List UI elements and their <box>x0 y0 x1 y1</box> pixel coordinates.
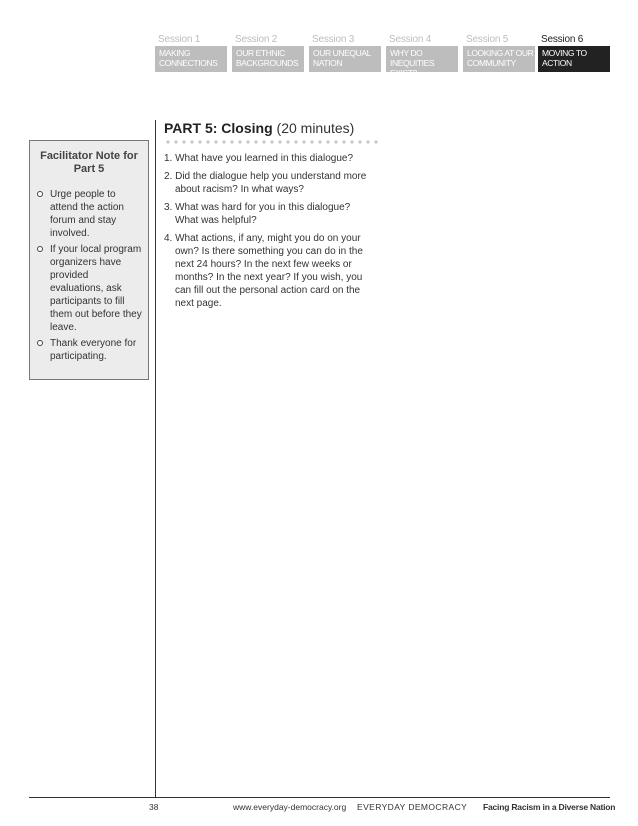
session-title: LOOKING AT OUR COMMUNITY <box>463 46 535 72</box>
note-item <box>37 243 142 334</box>
note-item-text: If your local program organizers have provided evaluations, ask participants to fill them out before they leave. <box>50 244 142 333</box>
discussion-questions <box>164 152 374 315</box>
session-tab-5 <box>463 32 535 72</box>
session-tab-6-active <box>538 32 610 72</box>
session-number: Session 3 <box>312 34 355 45</box>
question-item: 3. What was hard for you in this dialogue? What was helpful? <box>164 202 351 226</box>
session-number: Session 4 <box>389 34 432 45</box>
note-item-text: Thank everyone for participating. <box>50 338 137 362</box>
session-title: WHY DO INEQUITIES EXIST? <box>386 46 458 72</box>
question-item: 4. What actions, if any, might you do on your own? Is there something you can do in the next 24 hours? In the next few weeks or months? In the next year? If you wish, you can fill out the personal action card on the next page. <box>164 233 363 309</box>
note-item <box>37 337 142 363</box>
page-number: 38 <box>149 802 159 812</box>
footer-organization: EVERYDAY DEMOCRACY <box>357 802 468 812</box>
part-heading <box>164 120 354 136</box>
session-tab-3 <box>309 32 381 72</box>
footer-rule <box>29 797 610 798</box>
session-number: Session 1 <box>158 34 201 45</box>
dotted-divider <box>164 140 380 144</box>
footer-url: www.everyday-democracy.org <box>233 802 347 812</box>
part-duration: (20 minutes) <box>276 120 355 136</box>
note-item <box>37 188 142 240</box>
facilitator-note <box>29 140 149 380</box>
facilitator-note-title: Facilitator Note for Part 5 <box>40 150 138 175</box>
circle-bullet-icon <box>37 191 43 197</box>
session-tab-1 <box>155 32 227 72</box>
note-item-text: Urge people to attend the action forum and stay involved. <box>50 189 124 239</box>
session-title: OUR ETHNIC BACKGROUNDS <box>232 46 304 72</box>
part-title: PART 5: Closing <box>164 120 273 136</box>
question-item: 1. What have you learned in this dialogue? <box>164 153 354 164</box>
session-tab-2 <box>232 32 304 72</box>
facilitator-note-list <box>30 188 148 363</box>
session-title: MAKING CONNECTIONS <box>155 46 227 72</box>
footer-publication: Facing Racism in a Diverse Nation <box>483 802 616 812</box>
session-number: Session 2 <box>235 34 278 45</box>
session-navigation <box>155 32 610 78</box>
question-item: 2. Did the dialogue help you understand more about racism? In what ways? <box>164 171 367 195</box>
circle-bullet-icon <box>37 340 43 346</box>
session-number: Session 6 <box>541 34 584 45</box>
session-number: Session 5 <box>466 34 509 45</box>
column-divider <box>155 120 156 798</box>
circle-bullet-icon <box>37 246 43 252</box>
session-tab-4 <box>386 32 458 78</box>
session-title: MOVING TO ACTION <box>538 46 610 72</box>
session-title: OUR UNEQUAL NATION <box>309 46 381 72</box>
